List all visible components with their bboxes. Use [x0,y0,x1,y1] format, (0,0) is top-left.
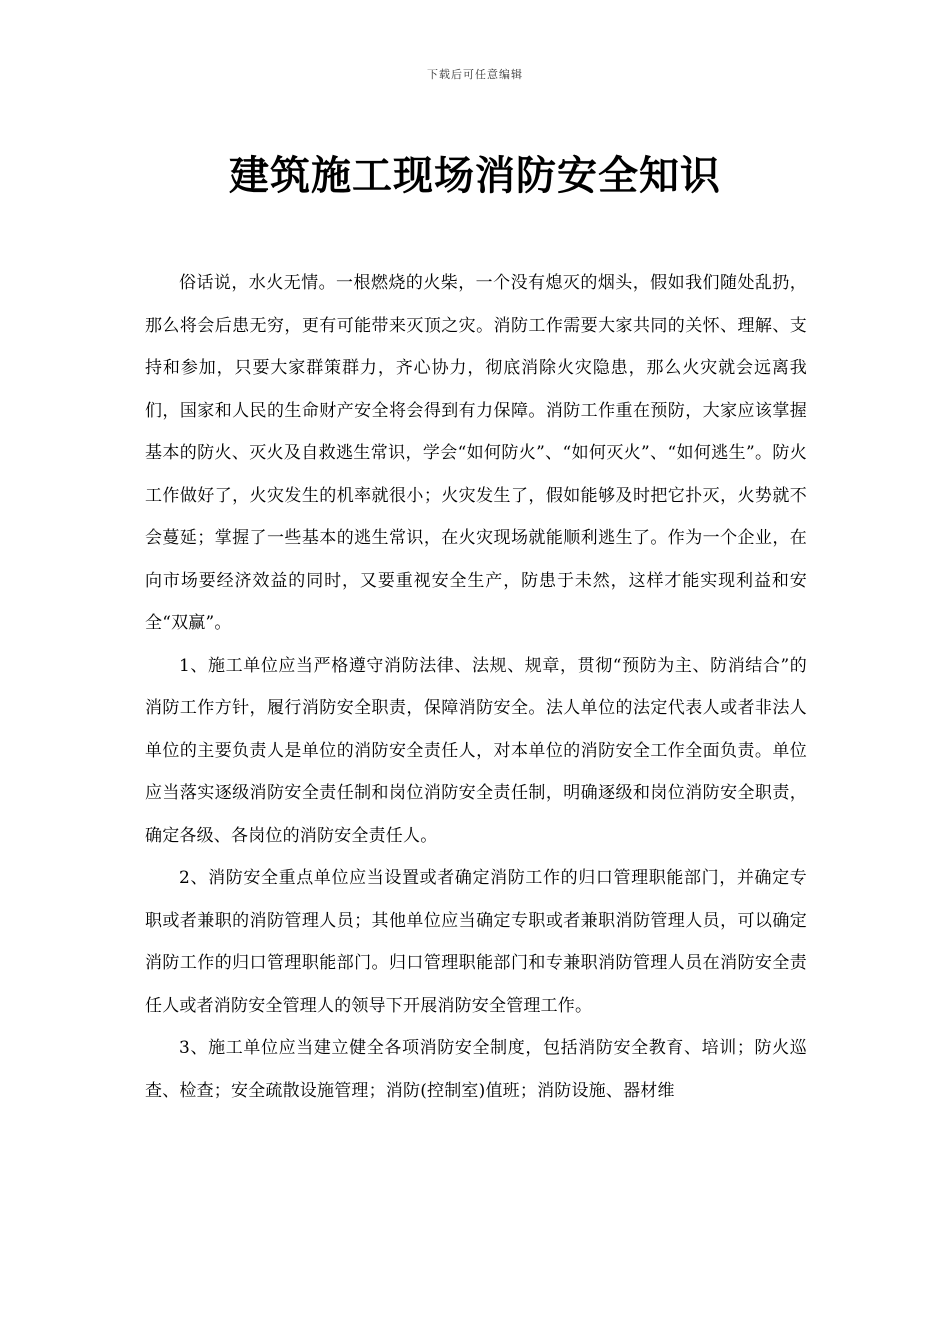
paragraph-intro: 俗话说，水火无情。一根燃烧的火柴，一个没有熄灭的烟头，假如我们随处乱扔，那么将会后患无穷，更有可能带来灭顶之灾。消防工作需要大家共同的关怀、理解、支持和参加，只要大家群策群力，齐心协力，彻底消除火灾隐患，那么火灾就会远离我们，国家和人民的生命财产安全将会得到有力保障。消防工作重在预防，大家应该掌握基本的防火、灭火及自救逃生常识，学会“如何防火”、“如何灭火”、“如何逃生”。防火工作做好了，火灾发生的机率就很小；火灾发生了，假如能够及时把它扑灭，火势就不会蔓延；掌握了一些基本的逃生常识，在火灾现场就能顺利逃生了。作为一个企业，在向市场要经济效益的同时，又要重视安全生产，防患于未然，这样才能实现利益和安全“双赢”。 [145,273,807,633]
header-note: 下载后可任意编辑 [427,68,523,81]
paragraph-item-3: 3、施工单位应当建立健全各项消防安全制度，包括消防安全教育、培训；防火巡查、检查；安全疏散设施管理；消防(控制室)值班；消防设施、器材维 [145,1038,807,1101]
paragraph-item-2: 2、消防安全重点单位应当设置或者确定消防工作的归口管理职能部门，并确定专职或者兼职的消防管理人员；其他单位应当确定专职或者兼职消防管理人员，可以确定消防工作的归口管理职能部门。归口管理职能部门和专兼职消防管理人员在消防安全责任人或者消防安全管理人的领导下开展消防安全管理工作。 [145,868,807,1016]
paragraph-item-1: 1、施工单位应当严格遵守消防法律、法规、规章，贯彻“预防为主、防消结合”的消防工作方针，履行消防安全职责，保障消防安全。法人单位的法定代表人或者非法人单位的主要负责人是单位的消防安全责任人，对本单位的消防安全工作全面负责。单位应当落实逐级消防安全责任制和岗位消防安全责任制，明确逐级和岗位消防安全职责，确定各级、各岗位的消防安全责任人。 [145,655,807,846]
document-title: 建筑施工现场消防安全知识 [229,152,721,199]
document-body [145,262,807,1112]
